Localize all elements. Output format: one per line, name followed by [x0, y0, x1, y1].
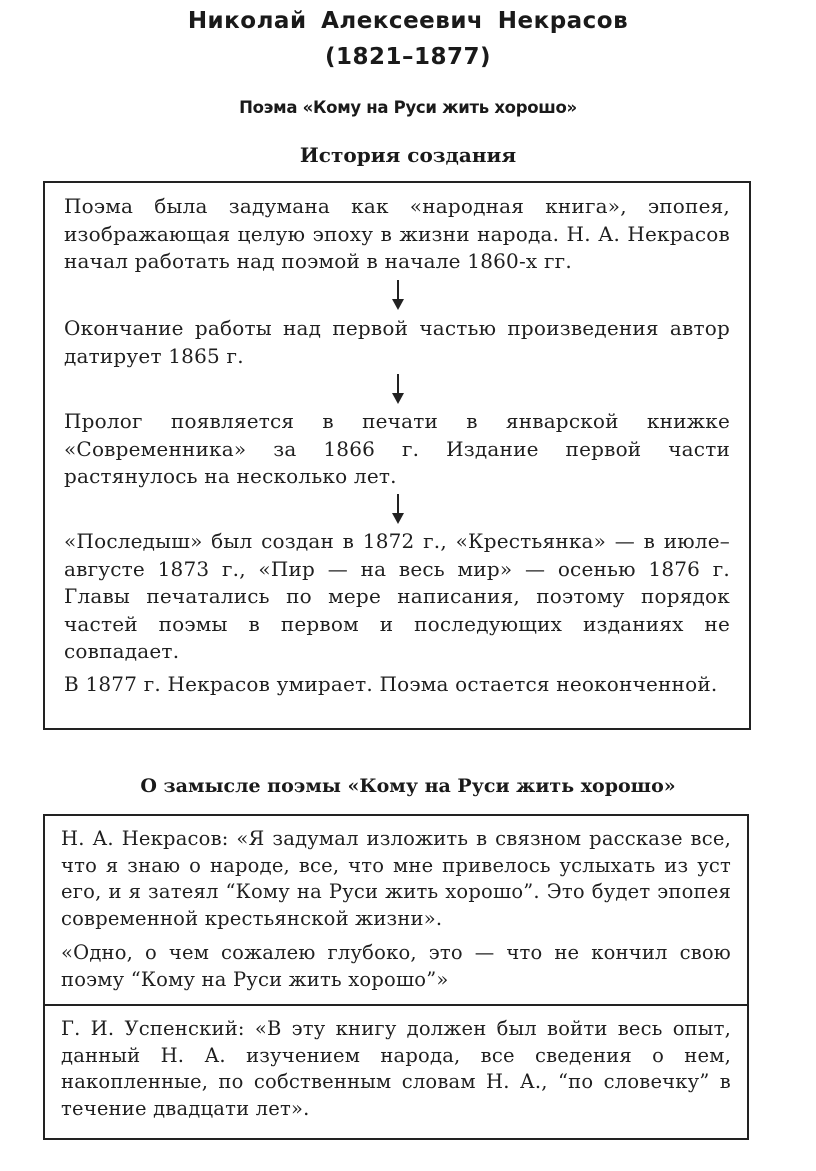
uspensky-quote: Г. И. Успенский: «В эту книгу должен был войти весь опыт, данный Н. А. изучением народа, все сведения о нем, накопленные, по собственным словам Н. А., “по словечку” в течение двадцати лет».	[61, 1017, 731, 1120]
down-arrow-icon	[388, 493, 408, 525]
history-box	[43, 181, 751, 730]
history-heading: История создания	[299, 143, 517, 167]
down-arrow-icon	[388, 279, 408, 311]
down-arrow-icon	[388, 373, 408, 405]
author-years: (1821–1877)	[324, 44, 492, 70]
nekrasov-quote: Н. А. Некрасов: «Я задумал изложить в связном рассказе все, что я знаю о народе, все, что мне привелось услыхать из уст его, и я затеял “Кому на Руси жить хорошо”. Это будет эпопея современной крестьянской жизни».	[61, 827, 731, 930]
quote-divider	[45, 1004, 747, 1006]
concept-box	[43, 814, 749, 1140]
nekrasov-quote-2: «Одно, о чем сожалею глубоко, это — что не кончил свою поэму “Кому на Руси жить хорошо”»	[61, 941, 731, 991]
author-name: Николай Алексеевич Некрасов	[187, 8, 629, 34]
concept-heading: О замысле поэмы «Кому на Руси жить хорошо»	[140, 775, 676, 797]
poem-title: Поэма «Кому на Руси жить хорошо»	[239, 98, 577, 117]
history-step-1: Поэма была задумана как «народная книга», эпопея, изображающая целую эпоху в жизни народа. Н. А. Некрасов начал работать над поэмой в начале 1860-х гг.	[64, 194, 730, 273]
history-step-3: Пролог появляется в печати в январской книжке «Современника» за 1866 г. Издание первой части растянулось на несколько лет.	[64, 409, 730, 488]
history-final: В 1877 г. Некрасов умирает. Поэма остается неоконченной.	[64, 672, 718, 696]
history-step-4: «Последыш» был создан в 1872 г., «Крестьянка» — в июле–августе 1873 г., «Пир — на весь мир» — осенью 1876 г. Главы печатались по мере написания, поэтому порядок частей поэмы в первом и последующих изданиях не совпадает.	[64, 529, 730, 663]
history-step-2: Окончание работы над первой частью произведения автор датирует 1865 г.	[64, 316, 730, 368]
